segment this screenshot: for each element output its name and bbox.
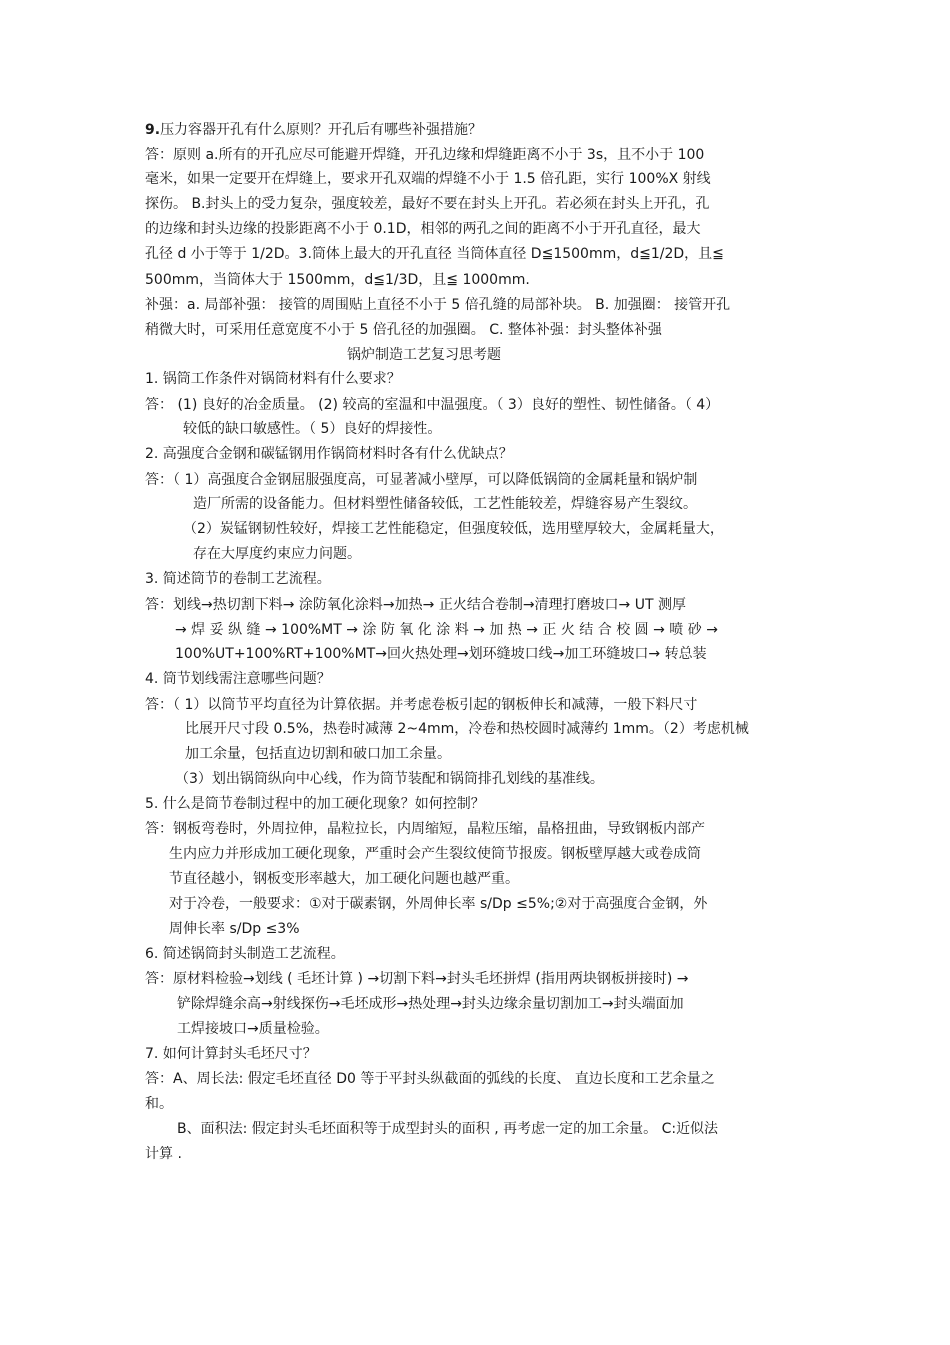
q7-title: 7. 如何计算封头毛坯尺寸？ (145, 1046, 317, 1062)
q7-line: 和。 (145, 1096, 173, 1112)
q5-line: 节直径越小，钢板变形率越大，加工硬化问题也越严重。 (169, 871, 519, 887)
q9-line: 500mm，当筒体大于 1500mm，d≦1/3D，且≦ 1000mm. (145, 272, 530, 288)
q6-line: 工焊接坡口→质量检验。 (177, 1021, 329, 1037)
q9-line: 孔径 d 小于等于 1/2D。3.筒体上最大的开孔直径 当筒体直径 D≦1500mm，d≦1/2D，且≦ (145, 246, 724, 262)
q6-line: 答：原材料检验→划线 ( 毛坯计算 ) →切割下料→封头毛坯拼焊 (指用两块钢板拼接时) → (145, 971, 689, 987)
q1-line: 较低的缺口敏感性。（ 5）良好的焊接性。 (183, 421, 442, 437)
q5-line: 周伸长率 s/Dp ≤3% (169, 921, 300, 937)
q9-line: 毫米，如果一定要开在焊缝上，要求开孔双端的焊缝不小于 1.5 倍孔距，实行 100%X 射线 (145, 171, 711, 187)
q2-line: 造厂所需的设备能力。但材料塑性储备较低，工艺性能较差，焊缝容易产生裂纹。 (193, 496, 697, 512)
q7-line: 答：A、周长法: 假定毛坯直径 D0 等于平封头纵截面的弧线的长度、 直边长度和工艺余量之 (145, 1071, 715, 1087)
q6-line: 铲除焊缝余高→射线探伤→毛坯成形→热处理→封头边缘余量切割加工→封头端面加 (177, 996, 684, 1012)
q3-line: 答：划线→热切割下料→ 涂防氧化涂料→加热→ 正火结合卷制→清理打磨坡口→ UT 测厚 (145, 597, 686, 613)
q9-title-text: 压力容器开孔有什么原则？开孔后有哪些补强措施？ (160, 122, 483, 138)
section-heading: 锅炉制造工艺复习思考题 (347, 347, 501, 363)
q4-line: 加工余量，包括直边切割和破口加工余量。 (185, 746, 451, 762)
q6-title: 6. 简述锅筒封头制造工艺流程。 (145, 946, 345, 962)
q9-line: 稍微大时，可采用任意宽度不小于 5 倍孔径的加强圈。 C. 整体补强：封头整体补强 (145, 322, 662, 338)
q9-line: 的边缘和封头边缘的投影距离不小于 0.1D，相邻的两孔之间的距离不小于开孔直径，最大 (145, 221, 701, 237)
q5-line: 对于冷卷，一般要求：①对于碳素钢，外周伸长率 s/Dp ≤5%;②对于高强度合金钢，外 (169, 896, 708, 912)
q2-title: 2. 高强度合金钢和碳锰钢用作锅筒材料时各有什么优缺点？ (145, 446, 513, 462)
q7-line: B、面积法: 假定封头毛坯面积等于成型封头的面积 , 再考虑一定的加工余量。 C:近似法 (177, 1121, 719, 1137)
q9-line: 补强：a. 局部补强： 接管的周围贴上直径不小于 5 倍孔缝的局部补块。 B. 加强圈： 接管开孔 (145, 297, 731, 313)
q3-title: 3. 简述筒节的卷制工艺流程。 (145, 571, 331, 587)
q1-title: 1. 锅筒工作条件对锅筒材料有什么要求？ (145, 371, 401, 387)
q7-line: 计算 . (145, 1146, 182, 1162)
q4-line: 比展开尺寸段 0.5%，热卷时减薄 2~4mm，冷卷和热校圆时减薄约 1mm。（2）考虑机械 (185, 721, 749, 737)
q4-line: 答：（ 1）以筒节平均直径为计算依据。并考虑卷板引起的钢板伸长和减薄，一般下料尺寸 (145, 697, 698, 713)
q3-line: 100%UT+100%RT+100%MT→回火热处理→划环缝坡口线→加工环缝坡口→ 转总装 (175, 646, 707, 662)
q9-number: 9. (145, 122, 161, 138)
q4-title: 4. 筒节划线需注意哪些问题？ (145, 671, 331, 687)
q5-title: 5. 什么是筒节卷制过程中的加工硬化现象？如何控制？ (145, 796, 485, 812)
q2-line: 存在大厚度约束应力问题。 (193, 546, 361, 562)
q3-line: → 焊 妥 纵 缝 → 100%MT → 涂 防 氧 化 涂 料 → 加 热 → 正 火 结 合 校 圆 → 喷 砂 → (175, 622, 718, 638)
q2-line: 答：（ 1）高强度合金钢屈服强度高，可显著减小壁厚，可以降低锅筒的金属耗量和锅炉制 (145, 472, 698, 488)
q5-line: 答：钢板弯卷时，外周拉伸，晶粒拉长，内周缩短，晶粒压缩，晶格扭曲，导致钢板内部产 (145, 821, 705, 837)
q5-line: 生内应力并形成加工硬化现象，严重时会产生裂纹使筒节报废。钢板壁厚越大或卷成筒 (169, 846, 701, 862)
q9-line: 探伤。 B.封头上的受力复杂，强度较差，最好不要在封头上开孔。若必须在封头上开孔，孔 (145, 196, 710, 212)
q4-line: （3）划出锅筒纵向中心线，作为筒节装配和锅筒排孔划线的基准线。 (175, 771, 604, 787)
q2-line: （2）炭锰钢韧性较好，焊接工艺性能稳定，但强度较低，选用壁厚较大，金属耗量大， (183, 521, 724, 537)
q9-line: 答：原则 a.所有的开孔应尽可能避开焊缝，开孔边缘和焊缝距离不小于 3s，且不小于 100 (145, 147, 705, 163)
q9-title (145, 121, 482, 139)
q1-line: 答： (1) 良好的冶金质量。 (2) 较高的室温和中温强度。（ 3）良好的塑性、韧性储备。（ 4） (145, 397, 720, 413)
